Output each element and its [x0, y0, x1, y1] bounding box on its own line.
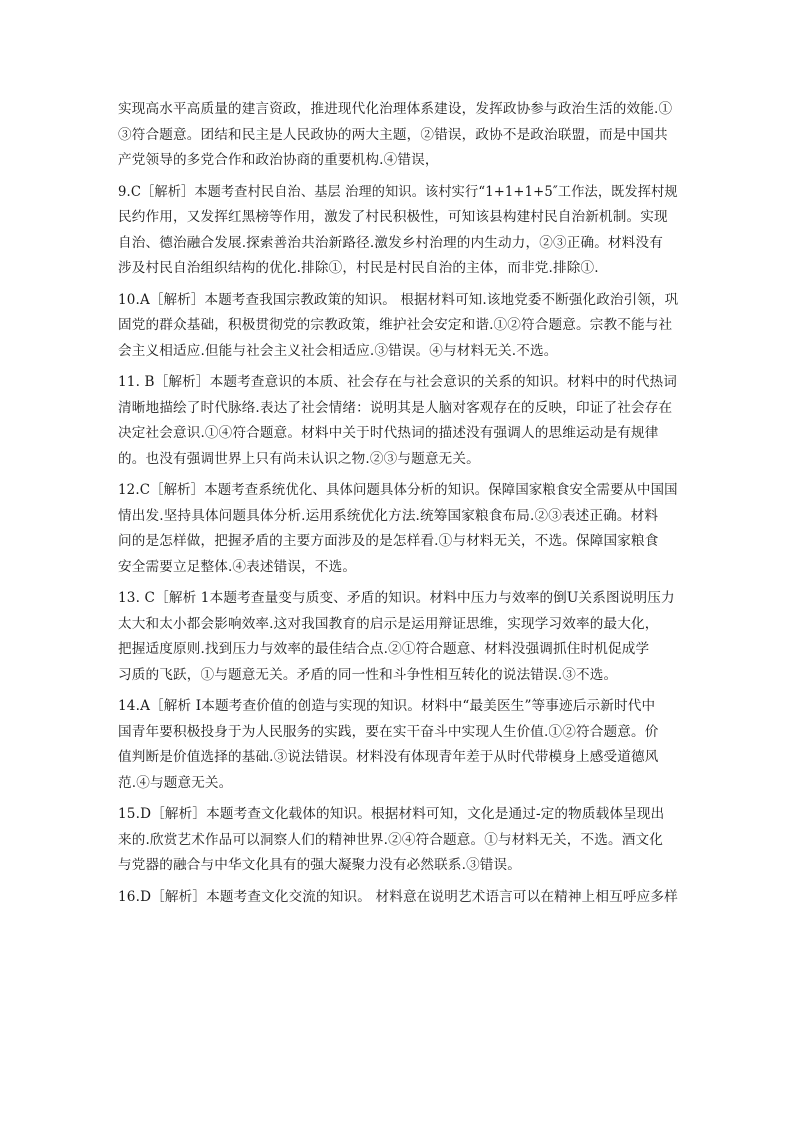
answer-10 — [118, 288, 678, 365]
document-body — [118, 97, 678, 916]
text-line: 产党领导的多党合作和政治协商的重要机构.④错误， — [118, 152, 439, 168]
text-line: 国青年要积极投身于为人民服务的实践，要在实干奋斗中实现人生价值.①②符合题意。价 — [118, 723, 659, 740]
text-line: 与党器的融合与中华文化具有的强大凝聚力没有必然联系.③错误。 — [118, 857, 522, 873]
answer-13 — [118, 586, 678, 688]
text-line: 自治、德治融合发展.探索善治共治新路径.激发乡村治理的内生动力，②③正确。材料没有 — [118, 234, 663, 251]
text-line: 决定社会意识.①④符合题意。材料中关于时代热词的描述没有强调人的思维运动是有规律 — [118, 425, 659, 441]
text-line: 安全需要立足整体.④表述错误，不选。 — [118, 558, 357, 575]
text-line: 范.④与题意无关。 — [118, 774, 233, 791]
text-line: 清晰地描绘了时代脉络.表达了社会情绪：说明其是人脑对客观存在的反映，印证了社会存在 — [118, 399, 673, 416]
text-line: 11. B［解析］本题考查意识的本质、社会存在与社会意识的关系的知识。材料中的时代热词 — [118, 374, 677, 390]
answer-15 — [118, 802, 678, 879]
text-line: 来的.欣赏艺术作品可以洞察人们的精神世界.②④符合题意。①与材料无关，不选。酒文化 — [118, 831, 663, 848]
text-line: 会主义相适应.但能与社会主义社会相适应.③错误。④与材料无关.不选。 — [118, 342, 558, 359]
answer-14 — [118, 694, 678, 796]
answer-9 — [118, 180, 678, 282]
text-line: 10.A［解析］本题考查我国宗教政策的知识。 根据材料可知.该地党委不断强化政治引领，巩 — [118, 291, 679, 308]
text-line: 的。也没有强调世界上只有尚未认识之物.②③与题意无关。 — [118, 450, 480, 467]
text-line: 习质的飞跃，①与题意无关。矛盾的同一性和斗争性相互转化的说法错误.③不选。 — [118, 666, 618, 683]
answer-12 — [118, 478, 678, 580]
answer-11 — [118, 370, 678, 472]
text-line: 13. C［解析 1本题考查量变与质变、矛盾的知识。材料中压力与效率的倒U关系图说明压力 — [118, 590, 675, 606]
text-line: ③符合题意。团结和民主是人民政协的两大主题，②错误，政协不是政治联盟，而是中国共 — [118, 126, 668, 143]
text-line: 14.A［解析 I本题考查价值的创造与实现的知识。材料中“最美医生”等事迹后示新时代中 — [118, 698, 656, 714]
text-line: 12.C［解析］本题考查系统优化、具体问题具体分析的知识。保障国家粮食安全需要从中国国 — [118, 482, 678, 498]
answer-16 — [118, 885, 678, 911]
text-line: 值判断是价值选择的基础.③说法错误。材料没有体现青年差于从时代带模身上感受道德风 — [118, 749, 659, 765]
text-line: 把握适度原则.找到压力与效率的最佳结合点.②①符合题意、材料没强调抓住时机促成学 — [118, 641, 650, 657]
text-line: 情出发.坚持具体问题具体分析.运用系统优化方法.统筹国家粮食布局.②③表述正确。材料 — [118, 507, 659, 524]
text-line: 实现高水平高质量的建言资政，推进现代化治理体系建设，发挥政协参与政治生活的效能.① — [118, 101, 673, 117]
text-line: 民约作用，又发挥红黑榜等作用，激发了村民积极性，可知该县构建村民自治新机制。实现 — [118, 209, 668, 225]
text-line: 涉及村民自治组织结构的优化.排除①，村民是村民自治的主体，而非党.排除①. — [118, 260, 599, 276]
text-line: 固党的群众基础，积极贯彻党的宗教政策，维护社会安定和谐.①②符合题意。宗教不能与社 — [118, 317, 673, 333]
text-line: 太大和太小都会影响效率.这对我国教育的启示是运用辩证思维，实现学习效率的最大化， — [118, 615, 659, 632]
paragraph-8-continuation — [118, 97, 678, 174]
text-line: 9.C［解析］本题考查村民自治、基层 治理的知识。该村实行“1+1+1+5″工作法，既发挥村规 — [118, 183, 678, 200]
text-line: 问的是怎样做，把握矛盾的主要方面涉及的是怎样看.①与材料无关，不选。保障国家粮食 — [118, 533, 659, 549]
text-line: 15.D［解析］本题考查文化载体的知识。根据材料可知，文化是通过-定的物质载体呈现出 — [118, 806, 665, 822]
text-line: 16.D［解析］本题考查文化交流的知识。 材料意在说明艺术语言可以在精神上相互呼应多样 — [118, 888, 678, 905]
